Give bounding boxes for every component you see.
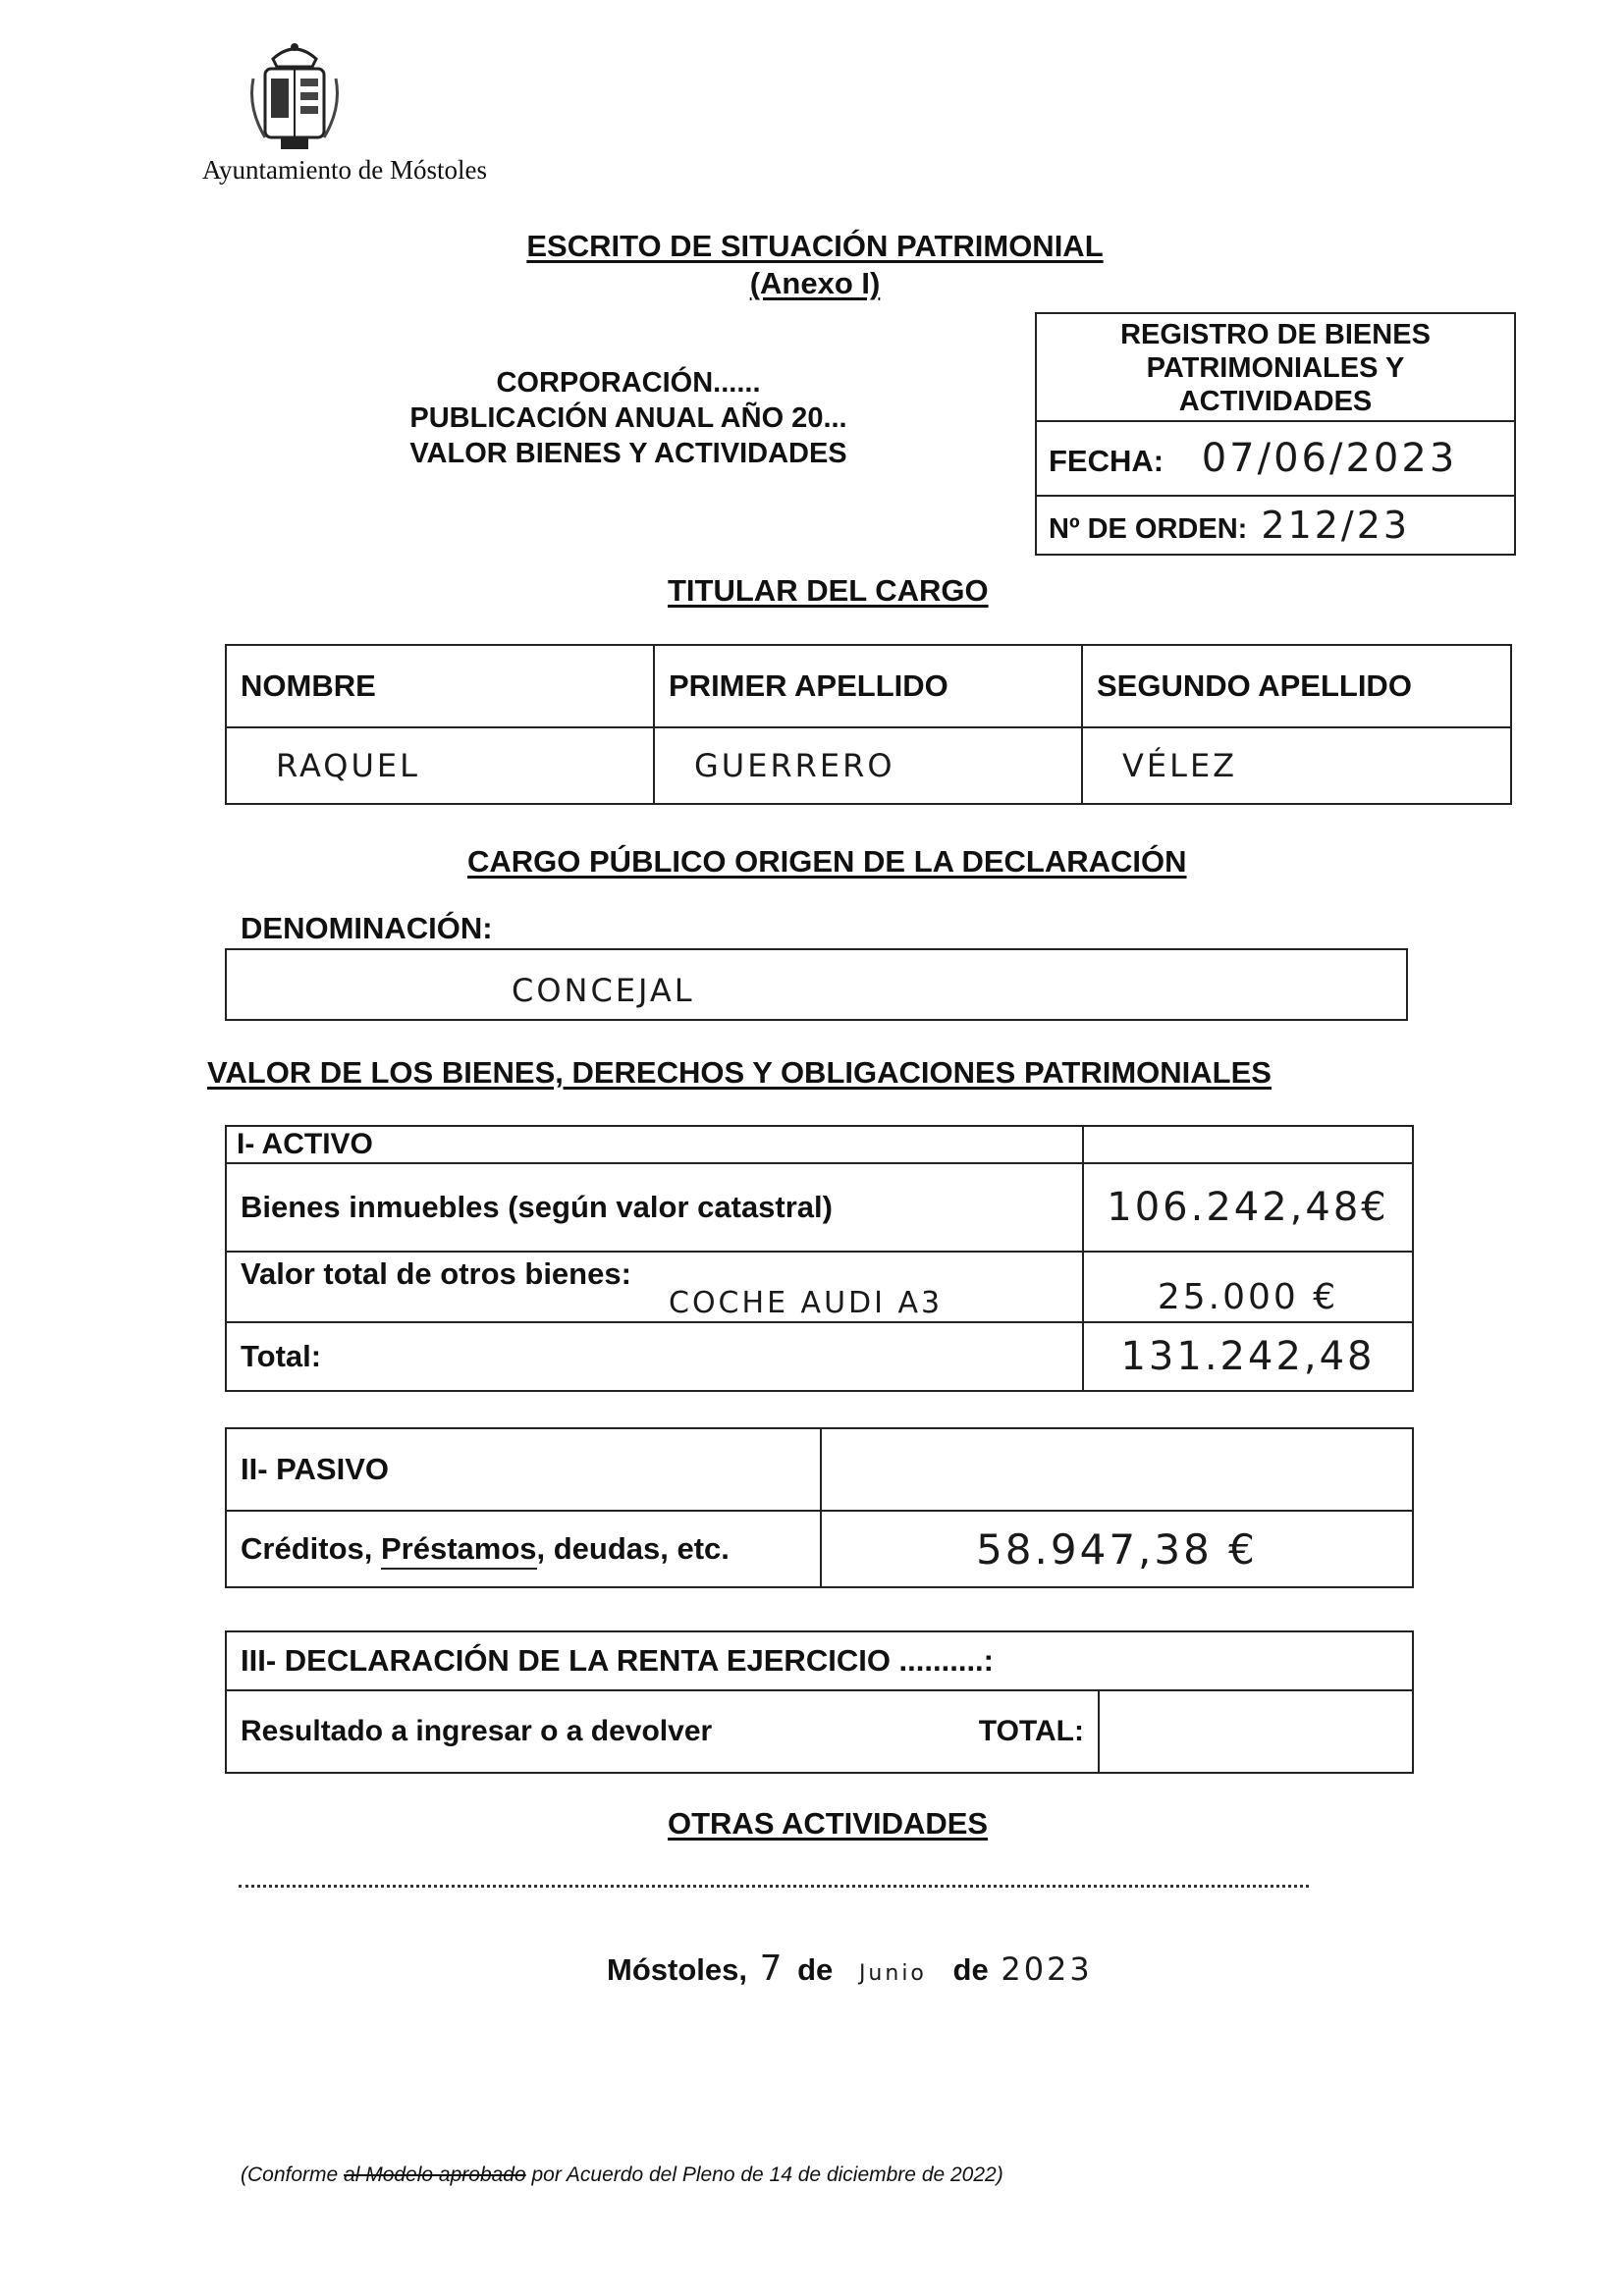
resultado-label: Resultado a ingresar o a devolver [241,1715,713,1747]
footer-note-c: por Acuerdo del Pleno de 14 de diciembre de 2022) [525,2163,1003,2186]
fecha-label: FECHA: [1049,444,1164,478]
fecha-cell [1036,421,1515,496]
activo-header-blank [1083,1126,1413,1163]
otros-bienes-cell [226,1252,1083,1322]
col-nombre: NOMBRE [226,645,654,727]
orden-value: 212/23 [1261,504,1411,547]
org-name: Ayuntamiento de Móstoles [202,155,487,185]
otros-bienes-value: 25.000 € [1083,1252,1413,1322]
segundo-apellido-value: VÉLEZ [1082,727,1511,804]
place-date-line [607,1949,1093,1989]
registry-title [1036,313,1515,421]
creditos-label-c: , deudas, etc. [536,1531,730,1566]
fecha-value: 07/06/2023 [1201,436,1458,481]
registry-box [1035,312,1516,556]
col-segundo-apellido: SEGUNDO APELLIDO [1082,645,1511,727]
pasivo-header: II- PASIVO [226,1428,821,1511]
renta-total-label: TOTAL: [978,1715,1084,1747]
pasivo-table [225,1427,1414,1588]
resultado-cell [226,1690,1099,1773]
pasivo-header-blank [821,1428,1413,1511]
section-titular: TITULAR DEL CARGO [668,573,989,608]
activo-total-value: 131.242,48 [1083,1322,1413,1391]
otras-actividades-dotted-line [239,1885,1309,1888]
otros-bienes-label: Valor total de otros bienes: [241,1256,631,1291]
section-valor-bienes: VALOR DE LOS BIENES, DERECHOS Y OBLIGACIONES PATRIMONIALES [207,1055,1272,1090]
denominacion-box [225,948,1408,1021]
inmuebles-label: Bienes inmuebles (según valor catastral) [226,1163,1083,1252]
section-otras-actividades: OTRAS ACTIVIDADES [668,1806,989,1841]
renta-header: III- DECLARACIÓN DE LA RENTA EJERCICIO ..........: [226,1631,1413,1690]
corp-line-3: VALOR BIENES Y ACTIVIDADES [409,438,847,469]
corporation-block [373,365,884,471]
corp-line-2: PUBLICACIÓN ANUAL AÑO 20... [409,402,847,434]
col-primer-apellido: PRIMER APELLIDO [654,645,1082,727]
inmuebles-value: 106.242,48€ [1083,1163,1413,1252]
creditos-value: 58.947,38 € [821,1511,1413,1587]
creditos-label-a: Créditos, [241,1531,381,1566]
creditos-label [226,1511,821,1587]
section-cargo-publico: CARGO PÚBLICO ORIGEN DE LA DECLARACIÓN [467,844,1187,879]
renta-total-value [1099,1690,1413,1773]
primer-apellido-value: GUERRERO [654,727,1082,804]
activo-total-label: Total: [226,1322,1083,1391]
place-de-1: de [797,1952,834,1987]
orden-cell [1036,496,1515,555]
footer-note-a: (Conforme [241,2163,345,2186]
creditos-label-b: Préstamos [381,1531,537,1570]
registry-title-line-1: REGISTRO DE BIENES [1120,319,1431,350]
denominacion-value: CONCEJAL [512,972,695,1009]
title-line-2: (Anexo I) [749,266,881,300]
footer-note [241,2163,1003,2187]
otros-bienes-desc: COCHE AUDI A3 [669,1286,944,1320]
nombre-value: RAQUEL [226,727,654,804]
titular-table [225,644,1512,805]
place-day: 7 [759,1949,785,1989]
footer-note-b: al Modelo aprobado [344,2163,526,2186]
place-year: 2023 [1001,1950,1093,1988]
denominacion-label: DENOMINACIÓN: [241,911,493,945]
place-de-2: de [952,1952,989,1987]
document-title [471,228,1159,302]
registry-title-line-3: ACTIVIDADES [1178,386,1373,417]
renta-table [225,1630,1414,1774]
registry-title-line-2: PATRIMONIALES Y [1146,352,1405,384]
activo-header: I- ACTIVO [226,1126,1083,1163]
activo-table [225,1125,1414,1392]
corp-line-1: CORPORACIÓN...... [496,367,761,399]
place-city: Móstoles, [607,1952,747,1987]
orden-label: Nº DE ORDEN: [1049,513,1248,545]
place-month: Junio [858,1961,927,1986]
title-line-1: ESCRITO DE SITUACIÓN PATRIMONIAL [526,229,1104,263]
coat-of-arms-logo [244,39,346,157]
